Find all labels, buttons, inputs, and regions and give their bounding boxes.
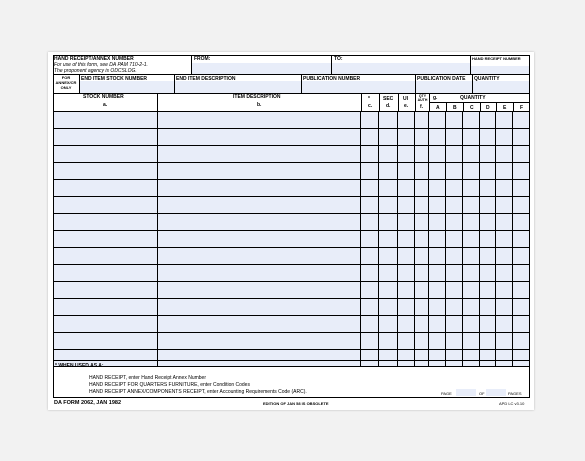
qty-a-cell[interactable]	[429, 146, 446, 163]
qty-f-cell[interactable]	[512, 197, 529, 214]
qty-auth-cell[interactable]	[415, 214, 429, 231]
page-field[interactable]	[456, 389, 476, 396]
item-description-cell[interactable]	[157, 180, 361, 197]
qty-a-cell[interactable]	[429, 248, 446, 265]
qty-auth-cell[interactable]	[415, 129, 429, 146]
table-row	[54, 146, 530, 163]
table-row	[54, 197, 530, 214]
qty-f-cell[interactable]	[512, 180, 529, 197]
qty-a-cell[interactable]	[429, 265, 446, 282]
sec-cell[interactable]	[379, 197, 398, 214]
pages-field[interactable]	[486, 389, 506, 396]
qty-e-cell[interactable]	[495, 333, 512, 350]
ui-cell[interactable]	[398, 248, 415, 265]
footer-line-3: HAND RECEIPT ANNEX/COMPONENTS RECEIPT, enter Accounting Requirements Code (ARC).	[89, 389, 307, 395]
item-description-cell[interactable]	[157, 129, 361, 146]
stock-number-letter: a.	[103, 102, 108, 108]
quantity-field[interactable]	[473, 81, 529, 93]
qty-a-cell[interactable]	[429, 316, 446, 333]
qty-e-cell[interactable]	[495, 180, 512, 197]
form-page	[48, 52, 534, 410]
item-description-cell[interactable]	[157, 265, 361, 282]
stock-number-cell[interactable]	[54, 282, 158, 299]
item-description-header: ITEM DESCRIPTION	[233, 94, 281, 100]
qty-d-cell[interactable]	[480, 316, 496, 333]
qty-a-cell[interactable]	[429, 163, 446, 180]
qty-f-cell[interactable]	[512, 129, 529, 146]
when-used-label: * WHEN USED AS A:	[55, 363, 104, 369]
stock-number-cell[interactable]	[54, 214, 158, 231]
qty-c-cell[interactable]	[463, 129, 480, 146]
form-usage-note: For use of this form, see DA PAM 710-2-1.	[54, 62, 148, 68]
qty-d-cell[interactable]	[480, 265, 496, 282]
qty-auth-cell[interactable]	[415, 231, 429, 248]
ui-header: UI	[403, 96, 408, 102]
sec-cell[interactable]	[379, 231, 398, 248]
ui-cell[interactable]	[398, 129, 415, 146]
quantity-header: QUANTITY	[460, 95, 486, 101]
table-row	[54, 112, 530, 129]
quantity-col-b: B	[453, 105, 457, 111]
star-cell[interactable]	[361, 265, 379, 282]
end-item-desc-field[interactable]	[175, 81, 301, 93]
qty-e-cell[interactable]	[495, 299, 512, 316]
qty-b-cell[interactable]	[446, 333, 463, 350]
item-description-cell[interactable]	[157, 316, 361, 333]
star-cell[interactable]	[361, 163, 379, 180]
star-cell[interactable]	[361, 282, 379, 299]
for-annex-only-label: FOR ANNEX/CR ONLY	[55, 75, 77, 90]
ui-cell[interactable]	[398, 265, 415, 282]
qty-c-cell[interactable]	[463, 231, 480, 248]
qty-e-cell[interactable]	[495, 282, 512, 299]
qty-d-cell[interactable]	[480, 333, 496, 350]
end-item-stock-field[interactable]	[80, 81, 174, 93]
qty-b-cell[interactable]	[446, 197, 463, 214]
qty-f-cell[interactable]	[512, 316, 529, 333]
star-cell[interactable]	[361, 231, 379, 248]
apd-version: APD LC v3.10	[499, 401, 525, 406]
qty-b-cell[interactable]	[446, 299, 463, 316]
qty-e-cell[interactable]	[495, 197, 512, 214]
pub-date-field[interactable]	[416, 81, 472, 93]
qty-a-cell[interactable]	[429, 180, 446, 197]
edition-note: EDITION OF JAN 58 IS OBSOLETE	[263, 401, 329, 406]
qty-auth-cell[interactable]	[415, 299, 429, 316]
qty-d-cell[interactable]	[480, 282, 496, 299]
sec-cell[interactable]	[379, 265, 398, 282]
table-row	[54, 333, 530, 350]
qty-e-cell[interactable]	[495, 112, 512, 129]
ui-cell[interactable]	[398, 214, 415, 231]
sec-cell[interactable]	[379, 333, 398, 350]
ui-cell[interactable]	[398, 112, 415, 129]
qty-auth-cell[interactable]	[415, 180, 429, 197]
star-header: *	[368, 96, 370, 102]
sec-letter: d.	[386, 103, 391, 109]
item-description-cell[interactable]	[157, 299, 361, 316]
table-row	[54, 180, 530, 197]
qty-c-cell[interactable]	[463, 248, 480, 265]
qty-f-cell[interactable]	[512, 146, 529, 163]
qty-e-cell[interactable]	[495, 146, 512, 163]
sec-cell[interactable]	[379, 146, 398, 163]
qty-a-cell[interactable]	[429, 129, 446, 146]
qty-auth-cell[interactable]	[415, 112, 429, 129]
qty-d-cell[interactable]	[480, 231, 496, 248]
sec-cell[interactable]	[379, 129, 398, 146]
qty-f-cell[interactable]	[512, 299, 529, 316]
qty-c-cell[interactable]	[463, 197, 480, 214]
pub-number-field[interactable]	[302, 81, 415, 93]
qty-f-cell[interactable]	[512, 333, 529, 350]
qty-b-cell[interactable]	[446, 129, 463, 146]
qty-auth-header: QTY AUTH	[417, 94, 428, 102]
qty-e-cell[interactable]	[495, 316, 512, 333]
sec-header: SEC	[383, 96, 394, 102]
end-item-stock-label: END ITEM STOCK NUMBER	[81, 76, 148, 82]
qty-b-cell[interactable]	[446, 282, 463, 299]
qty-c-cell[interactable]	[463, 163, 480, 180]
qty-b-cell[interactable]	[446, 146, 463, 163]
qty-f-cell[interactable]	[512, 112, 529, 129]
qty-d-cell[interactable]	[480, 163, 496, 180]
footer-line-2: HAND RECEIPT FOR QUARTERS FURNITURE, enter Condition Codes	[89, 382, 250, 388]
quantity-col-d: D	[486, 105, 490, 111]
qty-auth-cell[interactable]	[415, 282, 429, 299]
qty-d-cell[interactable]	[480, 129, 496, 146]
qty-e-cell[interactable]	[495, 231, 512, 248]
qty-b-cell[interactable]	[446, 163, 463, 180]
stock-number-cell[interactable]	[54, 146, 158, 163]
stock-number-cell[interactable]	[54, 129, 158, 146]
table-row	[54, 231, 530, 248]
stock-number-header: STOCK NUMBER	[83, 94, 124, 100]
stock-number-cell[interactable]	[54, 248, 158, 265]
pub-date-label: PUBLICATION DATE	[417, 76, 466, 82]
g-letter: g.	[433, 95, 438, 101]
ui-cell[interactable]	[398, 316, 415, 333]
qty-e-cell[interactable]	[495, 214, 512, 231]
item-description-cell[interactable]	[157, 197, 361, 214]
sec-cell[interactable]	[379, 163, 398, 180]
qty-f-cell[interactable]	[512, 282, 529, 299]
quantity-label: QUANTITY	[474, 76, 500, 82]
star-cell[interactable]	[361, 146, 379, 163]
table-row	[54, 214, 530, 231]
qty-f-cell[interactable]	[512, 265, 529, 282]
qty-auth-cell[interactable]	[415, 197, 429, 214]
item-description-cell[interactable]	[157, 146, 361, 163]
item-description-cell[interactable]	[157, 231, 361, 248]
qty-auth-cell[interactable]	[415, 248, 429, 265]
stock-number-cell[interactable]	[54, 180, 158, 197]
qty-d-cell[interactable]	[480, 197, 496, 214]
sec-cell[interactable]	[379, 112, 398, 129]
item-description-cell[interactable]	[157, 282, 361, 299]
stock-number-cell[interactable]	[54, 163, 158, 180]
qty-b-cell[interactable]	[446, 180, 463, 197]
table-row	[54, 282, 530, 299]
of-label: OF	[479, 391, 485, 396]
ui-cell[interactable]	[398, 333, 415, 350]
qty-b-cell[interactable]	[446, 214, 463, 231]
qty-a-cell[interactable]	[429, 333, 446, 350]
star-cell[interactable]	[361, 214, 379, 231]
sec-cell[interactable]	[379, 248, 398, 265]
qty-a-cell[interactable]	[429, 214, 446, 231]
ui-cell[interactable]	[398, 180, 415, 197]
table-row	[54, 248, 530, 265]
sec-cell[interactable]	[379, 282, 398, 299]
qty-c-cell[interactable]	[463, 282, 480, 299]
qty-c-cell[interactable]	[463, 180, 480, 197]
qty-c-cell[interactable]	[463, 299, 480, 316]
stock-number-cell[interactable]	[54, 231, 158, 248]
qty-d-cell[interactable]	[480, 112, 496, 129]
qty-d-cell[interactable]	[480, 214, 496, 231]
qty-d-cell[interactable]	[480, 146, 496, 163]
qty-b-cell[interactable]	[446, 231, 463, 248]
sec-cell[interactable]	[379, 180, 398, 197]
star-cell[interactable]	[361, 333, 379, 350]
qty-b-cell[interactable]	[446, 265, 463, 282]
qty-f-cell[interactable]	[512, 248, 529, 265]
qty-auth-cell[interactable]	[415, 163, 429, 180]
proponent-note: The proponent agency is ODCSLOG.	[54, 68, 137, 74]
qty-auth-cell[interactable]	[415, 146, 429, 163]
item-description-cell[interactable]	[157, 214, 361, 231]
qty-a-cell[interactable]	[429, 197, 446, 214]
stock-number-cell[interactable]	[54, 333, 158, 350]
star-cell[interactable]	[361, 112, 379, 129]
item-description-cell[interactable]	[157, 112, 361, 129]
qty-c-cell[interactable]	[463, 214, 480, 231]
qty-f-cell[interactable]	[512, 231, 529, 248]
to-label: TO:	[334, 56, 343, 62]
qty-c-cell[interactable]	[463, 333, 480, 350]
item-description-letter: b.	[257, 102, 262, 108]
item-description-cell[interactable]	[157, 163, 361, 180]
table-row	[54, 265, 530, 282]
qty-c-cell[interactable]	[463, 112, 480, 129]
qty-d-cell[interactable]	[480, 248, 496, 265]
star-letter: c.	[368, 103, 373, 109]
ui-cell[interactable]	[398, 197, 415, 214]
ui-cell[interactable]	[398, 163, 415, 180]
qty-e-cell[interactable]	[495, 129, 512, 146]
sec-cell[interactable]	[379, 214, 398, 231]
qty-b-cell[interactable]	[446, 112, 463, 129]
stock-number-cell[interactable]	[54, 316, 158, 333]
stock-number-cell[interactable]	[54, 299, 158, 316]
qty-f-cell[interactable]	[512, 163, 529, 180]
qty-a-cell[interactable]	[429, 282, 446, 299]
qty-e-cell[interactable]	[495, 163, 512, 180]
star-cell[interactable]	[361, 197, 379, 214]
table-row	[54, 163, 530, 180]
star-cell[interactable]	[361, 180, 379, 197]
end-item-desc-label: END ITEM DESCRIPTION	[176, 76, 236, 82]
stock-number-cell[interactable]	[54, 265, 158, 282]
quantity-col-c: C	[470, 105, 474, 111]
qty-c-cell[interactable]	[463, 146, 480, 163]
ui-cell[interactable]	[398, 299, 415, 316]
qty-auth-letter: f.	[420, 104, 424, 110]
qty-auth-cell[interactable]	[415, 333, 429, 350]
form-id: DA FORM 2062, JAN 1982	[54, 400, 122, 406]
quantity-col-a: A	[436, 105, 440, 111]
qty-b-cell[interactable]	[446, 248, 463, 265]
ui-letter: e.	[404, 103, 409, 109]
qty-a-cell[interactable]	[429, 112, 446, 129]
hand-receipt-number-label: HAND RECEIPT NUMBER	[472, 56, 521, 61]
qty-f-cell[interactable]	[512, 214, 529, 231]
table-row	[54, 129, 530, 146]
qty-e-cell[interactable]	[495, 248, 512, 265]
star-cell[interactable]	[361, 129, 379, 146]
qty-d-cell[interactable]	[480, 180, 496, 197]
sec-cell[interactable]	[379, 316, 398, 333]
qty-auth-cell[interactable]	[415, 316, 429, 333]
quantity-col-e: E	[503, 105, 507, 111]
star-cell[interactable]	[361, 299, 379, 316]
star-cell[interactable]	[361, 316, 379, 333]
qty-e-cell[interactable]	[495, 265, 512, 282]
item-description-cell[interactable]	[157, 248, 361, 265]
stock-number-cell[interactable]	[54, 197, 158, 214]
from-label: FROM:	[194, 56, 211, 62]
qty-c-cell[interactable]	[463, 265, 480, 282]
star-cell[interactable]	[361, 248, 379, 265]
qty-c-cell[interactable]	[463, 316, 480, 333]
qty-a-cell[interactable]	[429, 231, 446, 248]
ui-cell[interactable]	[398, 231, 415, 248]
pub-number-label: PUBLICATION NUMBER	[303, 76, 361, 82]
qty-auth-cell[interactable]	[415, 265, 429, 282]
ui-cell[interactable]	[398, 146, 415, 163]
pages-label: PAGES	[508, 391, 522, 396]
quantity-col-f: F	[520, 105, 524, 111]
table-row	[54, 299, 530, 316]
page-label: PAGE	[441, 391, 452, 396]
ui-cell[interactable]	[398, 282, 415, 299]
footer-line-1: HAND RECEIPT, enter Hand Receipt Annex Number	[89, 375, 206, 381]
item-description-cell[interactable]	[157, 333, 361, 350]
stock-number-cell[interactable]	[54, 112, 158, 129]
qty-d-cell[interactable]	[480, 299, 496, 316]
item-table	[53, 111, 530, 367]
table-row	[54, 316, 530, 333]
form-title: HAND RECEIPT/ANNEX NUMBER	[54, 56, 134, 62]
sec-cell[interactable]	[379, 299, 398, 316]
qty-b-cell[interactable]	[446, 316, 463, 333]
qty-a-cell[interactable]	[429, 299, 446, 316]
